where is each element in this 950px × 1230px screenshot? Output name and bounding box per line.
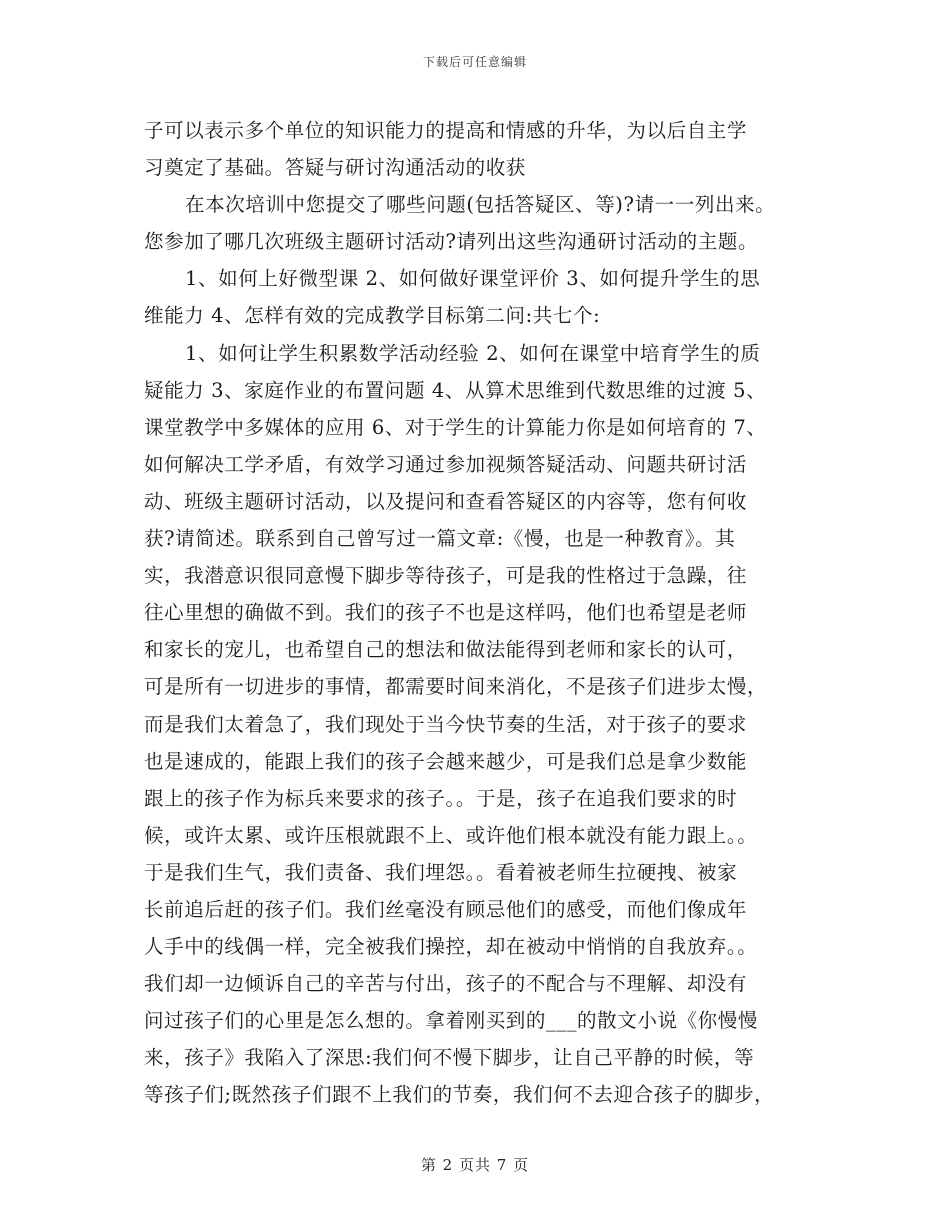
- text-line: 候，或许太累、或许压根就跟不上、或许他们根本就没有能力跟上。。: [144, 823, 758, 847]
- text-line: 于是我们生气，我们责备、我们埋怨。。看着被老师生拉硬拽、被家: [144, 860, 738, 884]
- text-line: 和家长的宠儿，也希望自己的想法和做法能得到老师和家长的认可，: [144, 638, 748, 662]
- text-line: 实，我潜意识很同意慢下脚步等待孩子，可是我的性格过于急躁，往: [144, 564, 748, 588]
- page-footer: 第 2 页共 7 页: [420, 1156, 530, 1174]
- text-line: 而是我们太着急了，我们现处于当今快节奏的生活，对于孩子的要求: [144, 712, 748, 736]
- text-line: 课堂教学中多媒体的应用 6、对于学生的计算能力你是如何培育的 7、: [144, 415, 767, 439]
- text-line: 我们却一边倾诉自己的辛苦与付出，孩子的不配合与不理解、却没有: [144, 972, 748, 996]
- text-line: 子可以表示多个单位的知识能力的提高和情感的升华，为以后自主学: [144, 119, 748, 142]
- text-line: 往心里想的确做不到。我们的孩子不也是这样吗，他们也希望是老师: [144, 601, 748, 625]
- text-line: 可是所有一切进步的事情，都需要时间来消化，不是孩子们进步太慢，: [144, 675, 768, 699]
- text-line: 您参加了哪几次班级主题研讨活动?请列出这些沟通研讨活动的主题。: [144, 230, 759, 254]
- text-line: 维能力 4、怎样有效的完成教学目标第二问:共七个:: [144, 304, 601, 328]
- document-body: [144, 112, 834, 1114]
- text-line: 问过孩子们的心里是怎么想的。拿着刚买到的___的散文小说《你慢慢: [144, 1009, 758, 1033]
- text-line: 获?请简述。联系到自己曾写过一篇文章:《慢，也是一种教育》。其: [144, 527, 736, 551]
- text-line: 来，孩子》我陷入了深思:我们何不慢下脚步，让自己平静的时候，等: [144, 1046, 755, 1070]
- text-line: 疑能力 3、家庭作业的布置问题 4、从算术思维到代数思维的过渡 5、: [144, 378, 767, 402]
- page-header: 下载后可任意编辑: [422, 55, 527, 69]
- text-line: 跟上的孩子作为标兵来要求的孩子。。于是，孩子在追我们要求的时: [144, 786, 738, 810]
- text-line: 人手中的线偶一样，完全被我们操控，却在被动中悄悄的自我放弃。。: [144, 935, 758, 959]
- text-line: 1、如何上好微型课 2、如何做好课堂评价 3、如何提升学生的思: [185, 267, 761, 291]
- text-line: 等孩子们;既然孩子们跟不上我们的节奏，我们何不去迎合孩子的脚步，: [144, 1083, 775, 1107]
- text-line: 如何解决工学矛盾，有效学习通过参加视频答疑活动、问题共研讨活: [144, 452, 748, 476]
- text-line: 1、如何让学生积累数学活动经验 2、如何在课堂中培育学生的质: [185, 341, 761, 365]
- text-line: 长前追后赶的孩子们。我们丝毫没有顾忌他们的感受，而他们像成年: [144, 897, 748, 921]
- text-line: 习奠定了基础。答疑与研讨沟通活动的收获: [144, 156, 526, 180]
- text-line: 动、班级主题研讨活动，以及提问和查看答疑区的内容等，您有何收: [144, 489, 748, 513]
- text-line: 也是速成的，能跟上我们的孩子会越来越少，可是我们总是拿少数能: [144, 749, 748, 773]
- text-line: 在本次培训中您提交了哪些问题(包括答疑区、等)?请一一列出来。: [185, 193, 776, 217]
